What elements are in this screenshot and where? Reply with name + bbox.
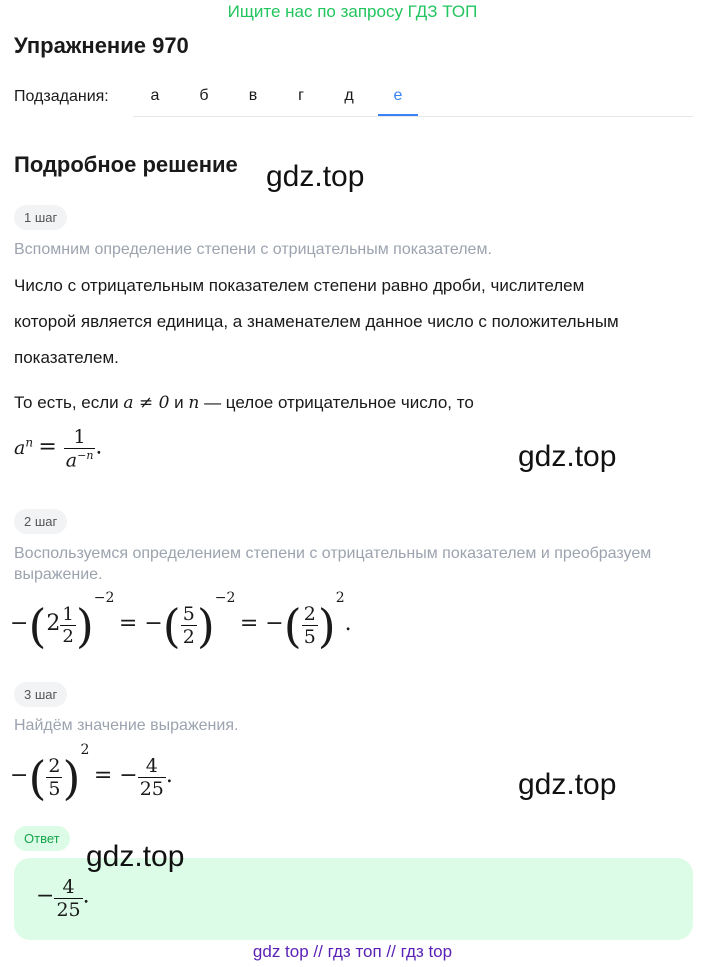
step-hint: Найдём значение выражения. xyxy=(14,717,239,734)
formula-step3: −( $\frac{2}{5}$ )$^2$ = − $\frac{4}{25}$ . xyxy=(10,742,173,805)
subtasks-tabs xyxy=(133,80,693,117)
step-hint: Воспользуемся определением степени с отрицательным показателем и преобразуем выражение. xyxy=(14,545,652,583)
watermark: gdz.top xyxy=(518,440,617,473)
formula-step2: −(2 $\frac{1}{2}$ )$^{-2}$ = −( $\frac{5}{2}$ )$^{-2}$ = −( $\frac{2}{5}$ )$^2$. xyxy=(10,590,352,653)
step-text-line: которой является единица, а знаменателем данное число с положительным xyxy=(14,312,619,331)
subtasks-label: Подзадания: xyxy=(14,88,109,105)
condition-mid: и xyxy=(174,393,184,412)
condition-a: a ≠ 0 xyxy=(123,393,170,413)
tab-b[interactable]: б xyxy=(199,87,209,104)
condition-n: n xyxy=(188,393,200,413)
tab-e[interactable]: е xyxy=(378,80,418,116)
tab-a[interactable]: а xyxy=(150,87,160,104)
step-hint: Вспомним определение степени с отрицательным показателем. xyxy=(14,241,492,258)
tab-d[interactable]: д xyxy=(344,87,354,104)
tab-v[interactable]: в xyxy=(248,87,258,104)
condition-line xyxy=(14,385,474,421)
formula-definition: $a^n$ = $\frac{1}{a^{-n}}$ . xyxy=(14,426,103,472)
watermark: gdz.top xyxy=(266,160,365,193)
step-text-line: Число с отрицательным показателем степени равно дроби, числителем xyxy=(14,276,585,295)
watermark: gdz.top xyxy=(518,768,617,801)
answer-badge: Ответ xyxy=(14,826,70,851)
answer-value: − $\frac{4}{25}$ . xyxy=(36,876,90,921)
tab-g[interactable]: г xyxy=(298,87,304,104)
step-badge: 3 шаг xyxy=(14,682,67,707)
condition-suffix: — целое отрицательное число, то xyxy=(204,393,474,412)
footer-links: gdz top // гдз топ // гдз top xyxy=(252,942,453,961)
step-text-line: показателем. xyxy=(14,348,119,367)
top-banner: Ищите нас по запросу ГДЗ ТОП xyxy=(227,2,478,21)
step-badge: 1 шаг xyxy=(14,205,67,230)
step-badge: 2 шаг xyxy=(14,509,67,534)
condition-prefix: То есть, если xyxy=(14,393,119,412)
watermark: gdz.top xyxy=(86,840,185,873)
solution-heading: Подробное решение xyxy=(14,152,238,177)
page-title: Упражнение 970 xyxy=(14,33,189,58)
